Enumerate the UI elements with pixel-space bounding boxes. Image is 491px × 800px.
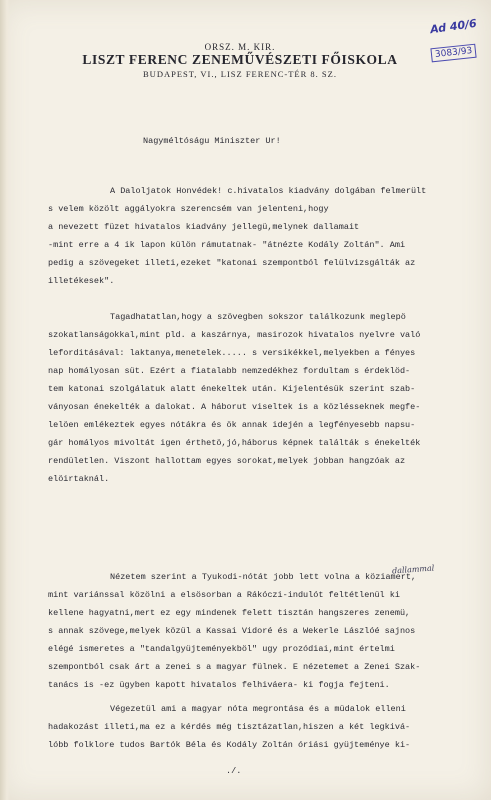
body-line: ványosan énekelték a dalokat. A háborut viseltek is a közlésseknek megfe- — [48, 402, 421, 412]
body-line: elöirtaknál. — [48, 474, 110, 484]
letterhead-address: BUDAPEST, VI., LISZ FERENC-TÉR 8. SZ. — [143, 69, 337, 79]
body-line: lelöen emlékeztek egyes nótákra és ök annak idején a legfényesebb napsu- — [48, 420, 416, 430]
body-line: Nézetem szerint a Tyukodi-nótát jobb lett volna a köziamert, — [110, 572, 417, 582]
body-line: tanács is -ez ügyben kapott hivatalos felhiváera- ki fogja fejteni. — [48, 680, 390, 690]
body-line: leforditásával: laktanya,menetelek..... s versikékkel,melyekben a fényes — [48, 348, 416, 358]
body-line: gár homályos mivoltát igen érthetö,jó,háborus képnek találták s énekelték — [48, 438, 421, 448]
body-line: A Daloljatok Honvédek! c.hivatalos kiadvány dolgában felmerült — [110, 186, 427, 196]
body-line: szokatlanságokkal,mint pld. a kaszárnya, masirozok hivatalos nyelvre való — [48, 330, 421, 340]
body-line: s velem közölt aggályokra szerencsém van jelenteni,hogy — [48, 204, 329, 214]
letterhead-institution: LISZT FERENC ZENEMŰVÉSZETI FŐISKOLA — [82, 52, 398, 67]
body-line: s annak szövege,melyek közül a Kassai Vidoré és a Wekerle Lászlóé sajnos — [48, 626, 416, 636]
body-line: elégé ismeretes a "tandalgyüjteményekböl" ugy prozódiai,mint értelmi — [48, 644, 395, 654]
body-line: Végezetül ami a magyar nóta megrontása és a müdalok elleni — [110, 704, 406, 714]
body-line: a nevezett füzet hivatalos kiadvány jellegü,melynek dallamait — [48, 222, 360, 232]
letterhead-line-1: ORSZ. M. KIR. — [204, 42, 276, 52]
body-line: illetékesek". — [48, 276, 115, 286]
body-line: -mint erre a 4 ik lapon külön rámutatnak- "átnézte Kodály Zoltán". Ami — [48, 240, 406, 250]
archive-number-note: Ad 40/6 — [429, 16, 478, 37]
continuation-marker: ./. — [226, 766, 242, 776]
body-line: nap homályosan süt. Ezért a fiatalabb nemzedékhez fordultam s érdeklöd- — [48, 366, 411, 376]
body-line: szempontból csak árt a zenei s a magyar fülnek. E nézetemet a Zenei Szak- — [48, 662, 421, 672]
body-line: Tagadhatatlan,hogy a szövegben sokszor találkozunk meglepö — [110, 312, 406, 322]
body-line: lóbb folklore tudos Bartók Béla és Kodály Zoltán óriási gyüjteménye ki- — [48, 740, 411, 750]
handwritten-annotation: dallammal — [391, 563, 435, 576]
body-line: rendületlen. Viszont hallottam egyes sorokat,melyek jobban hangzóak az — [48, 456, 406, 466]
page-fold-shadow — [0, 0, 10, 800]
body-line: mint variánssal közölni a elsösorban a Rákóczi-indulót feltétlenül ki — [48, 590, 400, 600]
salutation: Nagyméltóságu Miniszter Ur! — [143, 136, 281, 146]
body-line: pedig a szövegeket illeti,ezeket "katonai szempontból felülvizsgálták az — [48, 258, 416, 268]
body-line: hadakozást illeti,ma ez a kérdés még tisztázatlan,hiszen a két legkivá- — [48, 722, 411, 732]
body-line: kellene hagyatni,mert ez egy mindenek felett tisztán hangszeres zenemü, — [48, 608, 411, 618]
body-line: tem katonai szolgálatuk alatt énekeltek után. Kijelentésük szerint szab- — [48, 384, 416, 394]
archive-box-stamp: 3083/93 — [430, 44, 477, 63]
